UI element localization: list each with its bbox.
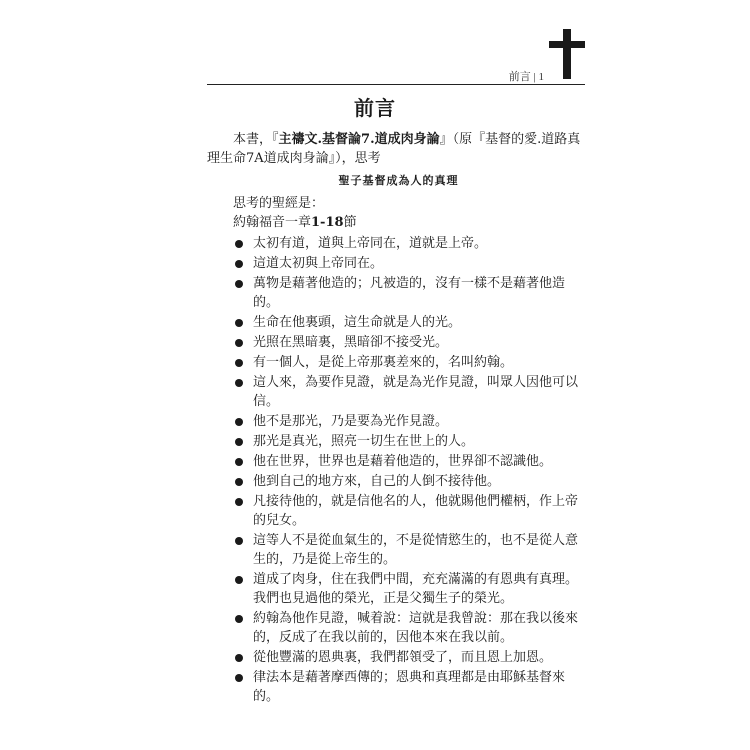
- page-number: 1: [538, 71, 544, 83]
- verse-item: 從他豐滿的恩典裏，我們都領受了，而且恩上加恩。: [233, 648, 590, 667]
- verse-item: 他不是那光，乃是要為光作見證。: [233, 412, 590, 431]
- verse-item: 他在世界，世界也是藉着他造的，世界卻不認識他。: [233, 452, 590, 471]
- verse-item: 那光是真光，照亮一切生在世上的人。: [233, 432, 590, 451]
- verse-item: 生命在他裏頭，這生命就是人的光。: [233, 313, 590, 332]
- verse-item: 萬物是藉著他造的；凡被造的，沒有一樣不是藉著他造的。: [233, 274, 590, 312]
- cross-icon: [549, 29, 585, 79]
- running-title: 前言: [508, 71, 531, 83]
- verse-item: 這道太初與上帝同在。: [233, 254, 590, 273]
- header-rule: [207, 84, 585, 85]
- verse-item: 約翰為他作見證，喊着說：這就是我曾說：那在我以後來的，反成了在我以前的，因他本來在我以前。: [233, 609, 590, 647]
- verse-item: 太初有道，道與上帝同在，道就是上帝。: [233, 234, 590, 253]
- cross-vertical-bar: [563, 29, 571, 79]
- intro-book-title: 主禱文.基督論7.道成肉身論: [278, 132, 440, 147]
- section-subtitle: 聖子基督成為人的真理: [338, 174, 459, 187]
- scripture-ref-suffix: 節: [343, 215, 357, 230]
- verse-item: 他到自己的地方來，自己的人倒不接待他。: [233, 472, 590, 491]
- scripture-ref-prefix: 約翰福音一章: [233, 215, 312, 230]
- header-separator: |: [533, 71, 536, 83]
- scripture-reference: [233, 213, 590, 232]
- page-title: 前言: [354, 96, 396, 120]
- verse-list: [233, 234, 590, 706]
- verse-item: 這人來，為要作見證，就是為光作見證，叫眾人因他可以信。: [233, 373, 590, 411]
- scripture-label: 思考的聖經是：: [233, 196, 325, 211]
- intro-prefix: 本書，『: [233, 132, 279, 147]
- verse-item: 這等人不是從血氣生的，不是從情慾生的，也不是從人意生的，乃是從上帝生的。: [233, 531, 590, 569]
- verse-item: 律法本是藉著摩西傳的；恩典和真理都是由耶穌基督來的。: [233, 668, 590, 706]
- verse-item: 道成了肉身，住在我們中間，充充滿滿的有恩典有真理。我們也見過他的榮光，正是父獨生子的榮光。: [233, 570, 590, 608]
- verse-item: 有一個人，是從上帝那裏差來的，名叫約翰。: [233, 353, 590, 372]
- intro-middle: 』（原『基督的愛.道路真理生命7A道成肉身論』），思考: [207, 132, 581, 166]
- cross-horizontal-bar: [549, 41, 585, 48]
- running-header: [0, 68, 544, 84]
- verse-item: 凡接待他的，就是信他名的人，他就賜他們權柄，作上帝的兒女。: [233, 492, 590, 530]
- intro-paragraph: [207, 130, 590, 168]
- scripture-ref-verses: 1-18: [311, 215, 344, 230]
- verse-item: 光照在黑暗裏，黑暗卻不接受光。: [233, 333, 590, 352]
- page-content: [207, 130, 590, 707]
